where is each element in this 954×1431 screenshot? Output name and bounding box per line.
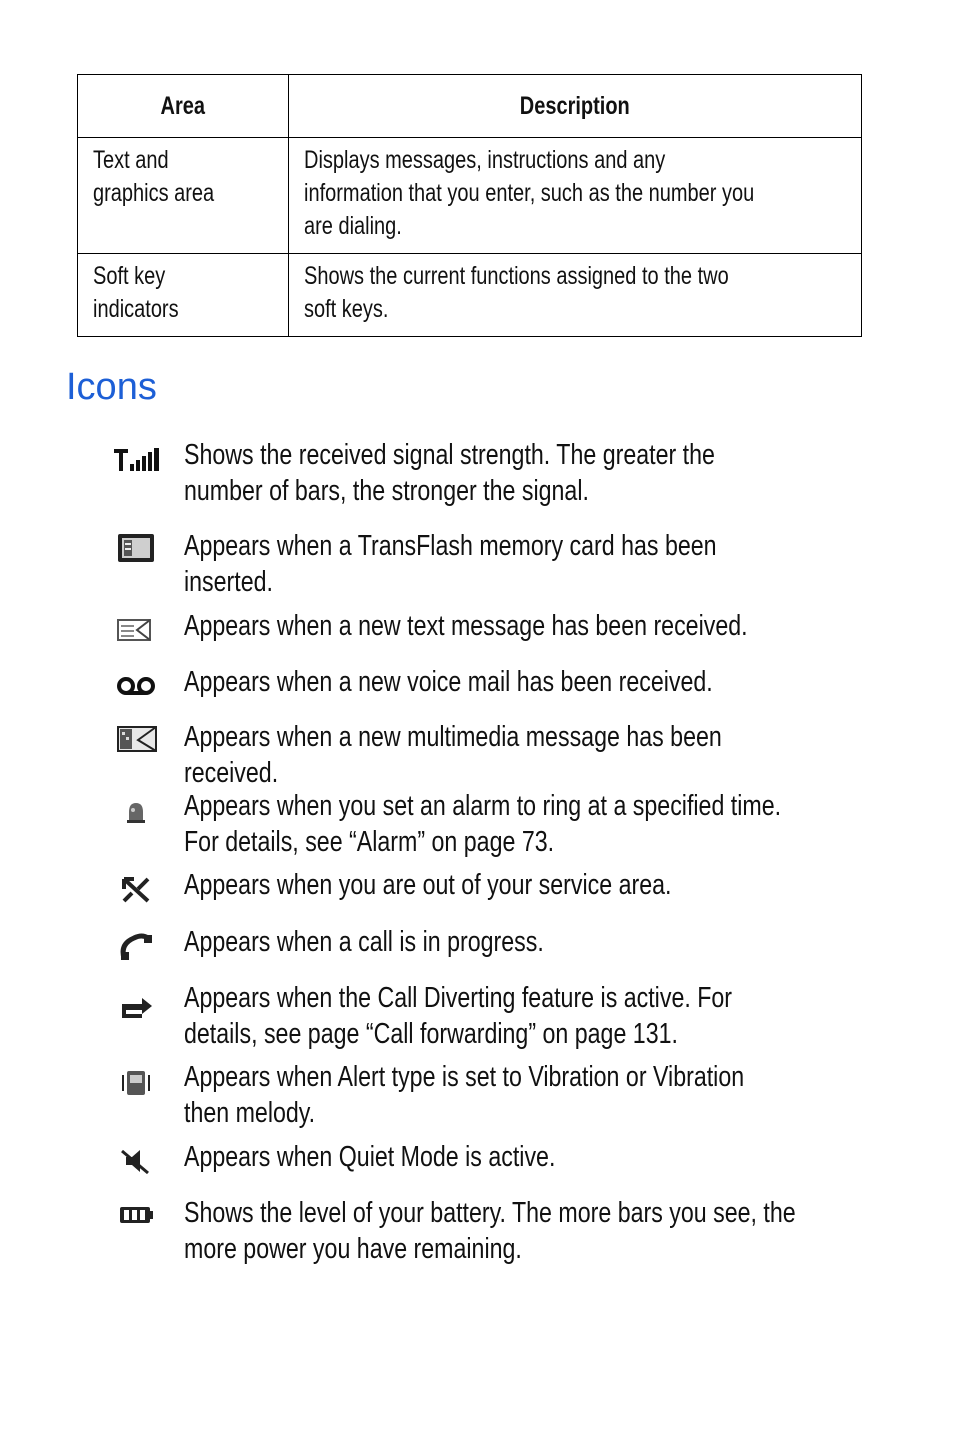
icon-description: Appears when a new text message has been received.: [184, 610, 748, 642]
call-divert-icon: [112, 992, 164, 1026]
icon-description: Appears when you set an alarm to ring at a specified time. For details, see “Alarm” on page 73.: [184, 790, 782, 858]
voice-mail-icon: [112, 672, 164, 706]
call-in-progress-icon: [112, 930, 164, 964]
vibration-icon: [112, 1067, 164, 1101]
icon-description: Shows the level of your battery. The more bars you see, the more power you have remaining.: [184, 1197, 796, 1265]
description-cell: Displays messages, instructions and any information that you enter, such as the number you are dialing.: [289, 138, 862, 254]
signal-strength-icon: [112, 445, 164, 479]
no-service-icon: [112, 873, 164, 907]
section-title: Icons: [66, 366, 157, 408]
memory-card-icon: [112, 532, 164, 566]
icon-description: Appears when the Call Diverting feature is active. For details, see page “Call forwarding” on page 131.: [184, 982, 733, 1050]
battery-icon: [112, 1201, 164, 1235]
header-area: Area: [78, 75, 289, 138]
icon-description: Appears when a TransFlash memory card has been inserted.: [184, 530, 717, 598]
icon-description: Appears when a new multimedia message has been received.: [184, 721, 722, 789]
table-row: [78, 138, 862, 254]
icon-description: Appears when Quiet Mode is active.: [184, 1141, 556, 1173]
multimedia-message-icon: [112, 723, 164, 757]
icon-description: Appears when a new voice mail has been received.: [184, 666, 713, 698]
icon-description: Shows the received signal strength. The greater the number of bars, the stronger the signal.: [184, 439, 715, 507]
area-description-table: [77, 74, 862, 337]
description-cell: Shows the current functions assigned to the two soft keys.: [289, 254, 862, 337]
area-cell: Soft key indicators: [78, 254, 289, 337]
icon-description: Appears when you are out of your service area.: [184, 869, 672, 901]
alarm-icon: [112, 798, 164, 832]
header-description: Description: [289, 75, 862, 138]
area-cell: Text and graphics area: [78, 138, 289, 254]
text-message-icon: [112, 616, 164, 650]
icon-description: Appears when Alert type is set to Vibration or Vibration then melody.: [184, 1061, 745, 1129]
icon-description: Appears when a call is in progress.: [184, 926, 544, 958]
quiet-mode-icon: [112, 1145, 164, 1179]
table-row: [78, 254, 862, 337]
